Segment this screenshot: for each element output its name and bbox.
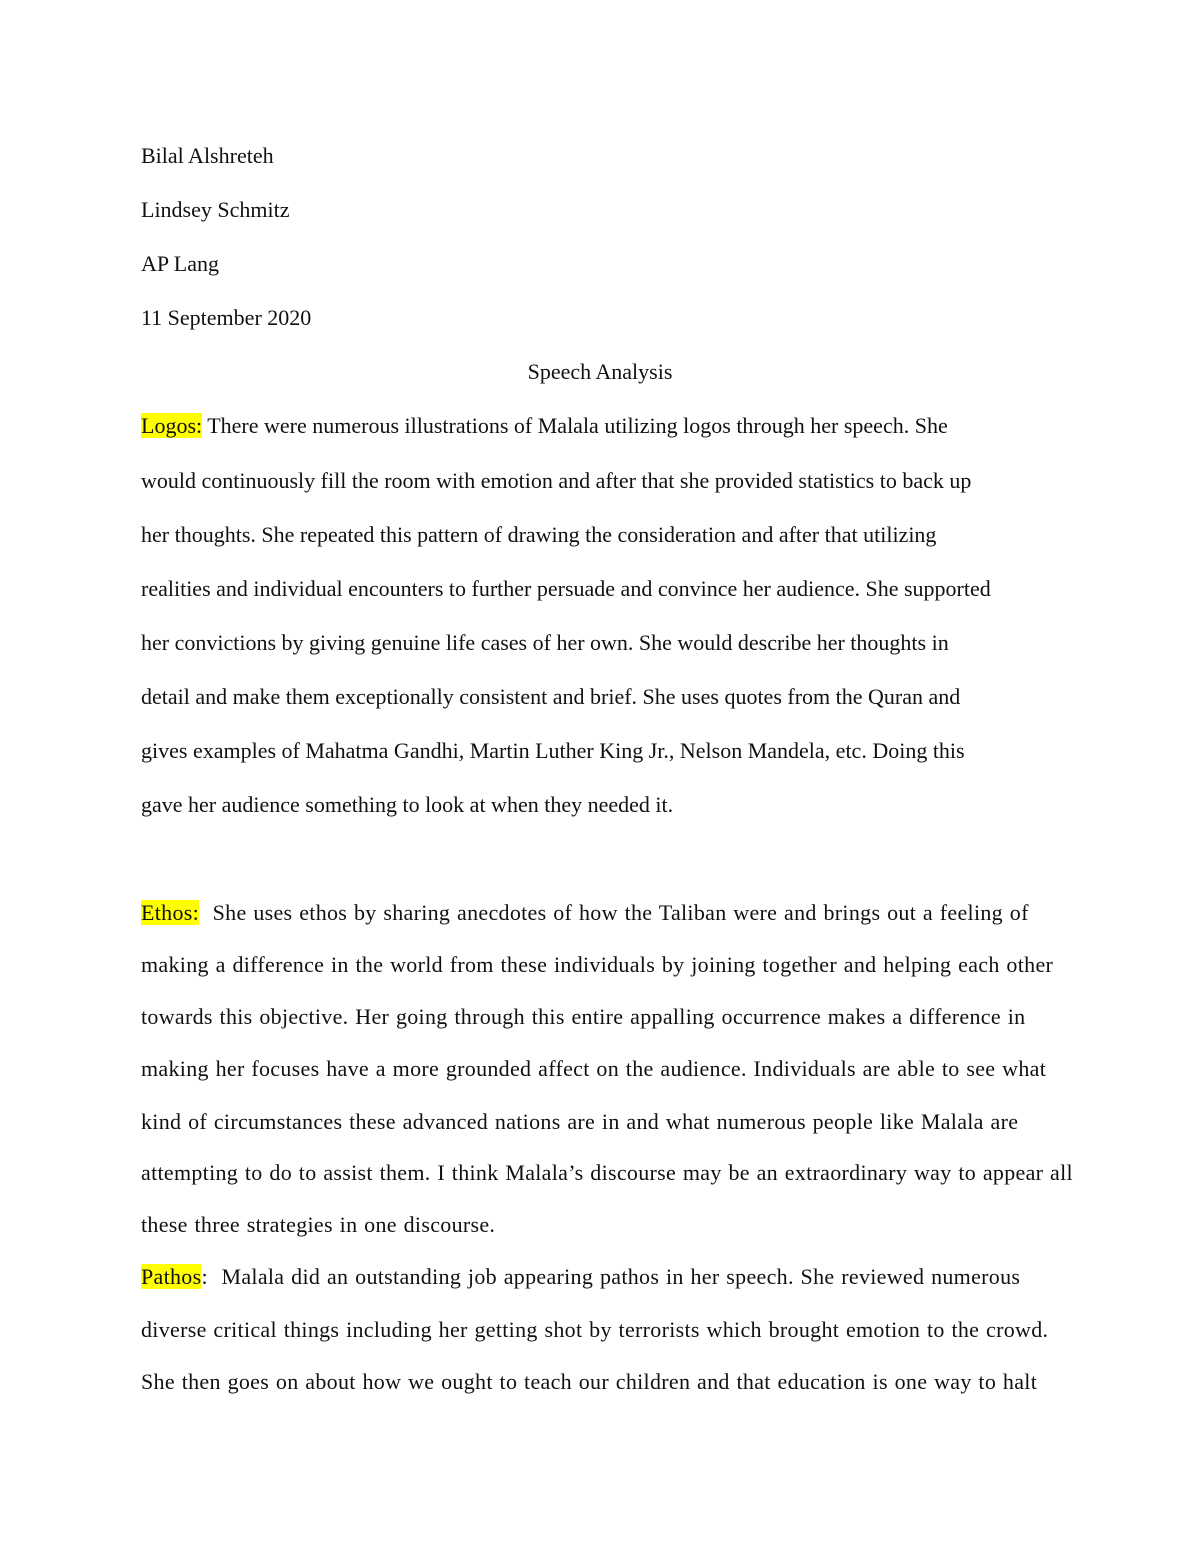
logos-line-8: gave her audience something to look at when they needed it. <box>141 792 674 817</box>
logos-line-5: her convictions by giving genuine life cases of her own. She would describe her thoughts in <box>141 630 949 655</box>
student-name: Bilal Alshreteh <box>141 143 274 168</box>
logos-line-7: gives examples of Mahatma Gandhi, Martin Luther King Jr., Nelson Mandela, etc. Doing this <box>141 738 965 763</box>
pathos-line-1 <box>141 1262 1020 1292</box>
logos-line-2: would continuously fill the room with emotion and after that she provided statistics to back up <box>141 468 972 493</box>
ethos-label: Ethos: <box>141 900 200 925</box>
pathos-label: Pathos <box>141 1264 202 1289</box>
ethos-line-1 <box>141 898 1029 928</box>
logos-label: Logos: <box>141 413 203 438</box>
ethos-line-2: making a difference in the world from these individuals by joining together and helping each other <box>141 952 1054 977</box>
ethos-line-7: these three strategies in one discourse. <box>141 1212 496 1237</box>
ethos-line-6: attempting to do to assist them. I think Malala’s discourse may be an extraordinary way to appear all <box>141 1160 1073 1185</box>
document-title: Speech Analysis <box>527 359 673 384</box>
pathos-line-2: diverse critical things including her getting shot by terrorists which brought emotion to the crowd. <box>141 1317 1049 1342</box>
ethos-line-4: making her focuses have a more grounded affect on the audience. Individuals are able to see what <box>141 1056 1047 1081</box>
document-date: 11 September 2020 <box>141 305 312 330</box>
logos-line-6: detail and make them exceptionally consistent and brief. She uses quotes from the Quran and <box>141 684 961 709</box>
teacher-name: Lindsey Schmitz <box>141 197 290 222</box>
pathos-line-3: She then goes on about how we ought to teach our children and that education is one way to halt <box>141 1369 1038 1394</box>
course-name: AP Lang <box>141 251 220 276</box>
logos-text-1: There were numerous illustrations of Malala utilizing logos through her speech. She <box>202 413 948 438</box>
pathos-text-1: : Malala did an outstanding job appearing pathos in her speech. She reviewed numerous <box>201 1264 1021 1289</box>
ethos-text-1: She uses ethos by sharing anecdotes of how the Taliban were and brings out a feeling of <box>199 900 1029 925</box>
logos-line-3: her thoughts. She repeated this pattern of drawing the consideration and after that utilizing <box>141 522 937 547</box>
ethos-line-3: towards this objective. Her going through this entire appalling occurrence makes a difference in <box>141 1004 1026 1029</box>
ethos-line-5: kind of circumstances these advanced nations are in and what numerous people like Malala are <box>141 1109 1019 1134</box>
logos-line-4: realities and individual encounters to further persuade and convince her audience. She supported <box>141 576 991 601</box>
logos-line-1 <box>141 411 948 441</box>
